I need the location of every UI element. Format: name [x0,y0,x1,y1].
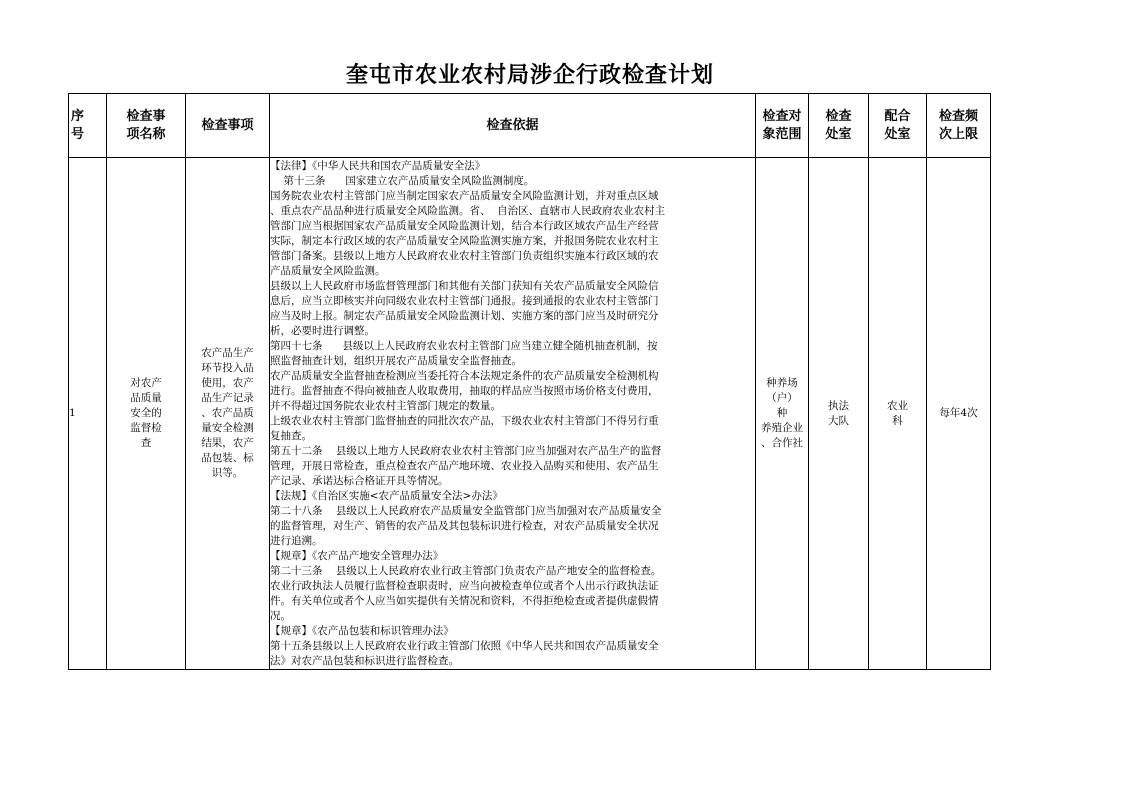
basis-line: 农业行政执法人员履行监督检查职责时，应当向被检查单位或者个人出示行政执法证 [270,579,659,592]
cell-seq: 1 [69,158,107,670]
basis-line: 照监督抽查计划，组织开展农产品质量安全监督抽查。 [270,354,522,367]
header-freq: 检查频 次上限 [927,94,991,158]
basis-line: 管部门应当根据国家农产品质量安全风险监测计划，结合本行政区域农产品生产经营 [270,219,659,232]
header-basis: 检查依据 [270,94,756,158]
header-name: 检查事 项名称 [107,94,186,158]
table-header-row [69,94,991,158]
basis-line: 件。有关单位或者个人应当如实提供有关情况和资料，不得拒绝检查或者提供虚假情 [270,594,659,607]
basis-line: 产记录、承诺达标合格证开具等情况。 [270,474,449,487]
basis-line: 第二十八条 县级以上人民政府农产品质量安全监管部门应当加强对农产品质量安全 [270,504,662,517]
basis-line: 法》对农产品包装和标识进行监督检查。 [270,654,459,667]
basis-line: 管理，开展日常检查，重点检查农产品产地环境、农业投入品购买和使用、农产品生 [270,459,659,472]
header-seq: 序 号 [69,94,107,158]
header-office: 检查 处室 [809,94,869,158]
header-item: 检查事项 [186,94,270,158]
basis-line: 进行追溯。 [270,534,323,547]
inspection-plan-table [68,93,991,670]
cell-freq: 每年4次 [927,158,991,670]
basis-line: 上级农业农村主管部门监督抽查的同批次农产品，下级农业农村主管部门不得另行重 [270,414,659,427]
cell-name: 对农产 品质量 安全的 监督检 查 [107,158,186,670]
basis-line: 第二十三条 县级以上人民政府农业行政主管部门负责农产品产地安全的监督检查。 [270,564,662,577]
basis-line: 农产品质量安全监督抽查检测应当委托符合本法规定条件的农产品质量安全检测机构 [270,369,659,382]
basis-line: 县级以上人民政府市场监督管理部门和其他有关部门获知有关农产品质量安全风险信 [270,279,659,292]
basis-line: 国务院农业农村主管部门应当制定国家农产品质量安全风险监测计划，并对重点区域 [270,189,659,202]
basis-line: 的监督管理，对生产、销售的农产品及其包装标识进行检查，对农产品质量安全状况 [270,519,659,532]
header-scope: 检查对 象范围 [756,94,809,158]
basis-line: 【法律】《中华人民共和国农产品质量安全法》 [270,159,486,172]
header-coop: 配合 处室 [869,94,927,158]
basis-line: 【法规】《自治区实施<农产品质量安全法>办法》 [270,489,503,502]
basis-line: 【规章】《农产品产地安全管理办法》 [270,549,444,562]
cell-scope: 种养场 （户） 种 养殖企业 、合作社 [756,158,809,670]
basis-line: 第五十二条 县级以上地方人民政府农业农村主管部门应当加强对农产品生产的监督 [270,444,662,457]
basis-line: 进行。监督抽查不得向被抽查人收取费用，抽取的样品应当按照市场价格支付费用， [270,384,659,397]
basis-line: 第十三条 国家建立农产品质量安全风险监测制度。 [270,174,535,187]
basis-line: 管部门备案。县级以上地方人民政府农业农村主管部门负责组织实施本行政区域的农 [270,249,659,262]
basis-line: 第十五条县级以上人民政府农业行政主管部门依照《中华人民共和国农产品质量安全 [270,639,659,652]
table-row [69,158,991,670]
basis-line: 息后，应当立即核实并向同级农业农村主管部门通报。接到通报的农业农村主管部门 [270,294,659,307]
basis-line: 实际，制定本行政区域的农产品质量安全风险监测实施方案，并报国务院农业农村主 [270,234,659,247]
cell-basis [270,158,756,670]
cell-office: 执法 大队 [809,158,869,670]
basis-line: 并不得超过国务院农业农村主管部门规定的数量。 [270,399,501,412]
basis-line: 复抽查。 [270,429,312,442]
cell-coop: 农业 科 [869,158,927,670]
basis-line: 产品质量安全风险监测。 [270,264,386,277]
basis-line: 析，必要时进行调整。 [270,324,375,337]
basis-line: 【规章】《农产品包装和标识管理办法》 [270,624,454,637]
basis-line: 应当及时上报。制定农产品质量安全风险监测计划、实施方案的部门应当及时研究分 [270,309,659,322]
basis-line: 、重点农产品品种进行质量安全风险监测。省、 自治区、直辖市人民政府农业农村主 [270,204,666,217]
page-title: 奎屯市农业农村局涉企行政检查计划 [345,63,714,88]
basis-line: 第四十七条 县级以上人民政府农业农村主管部门应当建立健全随机抽查机制，按 [270,339,658,352]
basis-line: 况。 [270,609,291,622]
cell-item: 农产品生产 环节投入品 使用，农产 品生产记录 、农产品质 量安全检测 结果，农产 品包装、标 识等。 [186,158,270,670]
